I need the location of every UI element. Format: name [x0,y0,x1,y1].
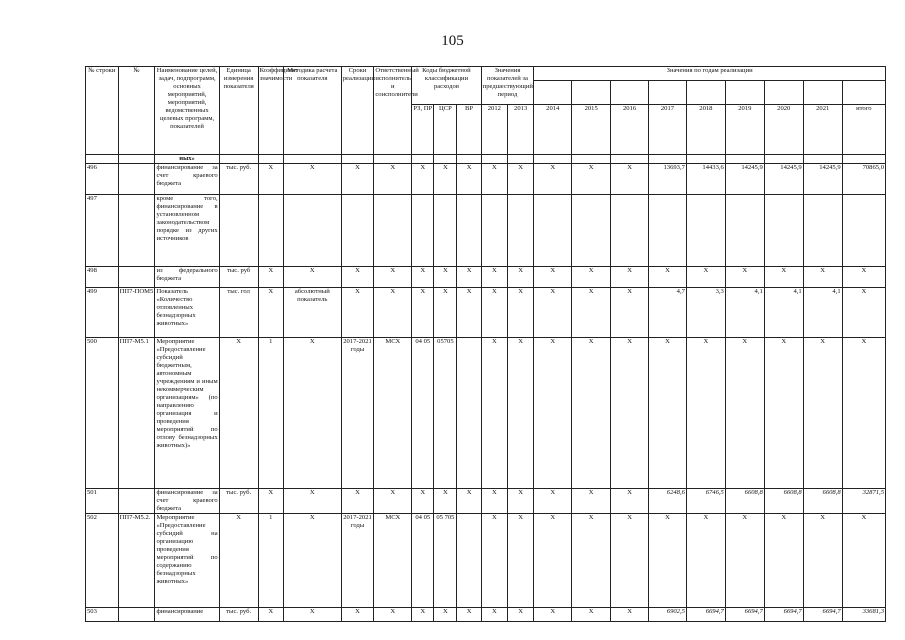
header-row-no: № строки [86,67,119,155]
cell-v2012: X [481,489,507,514]
cell-coef: 1 [258,338,283,489]
cell-csr [434,195,457,267]
cell-terms: X [341,164,374,195]
cell-name: финансирование [155,608,219,622]
cell-v2015: X [572,164,611,195]
cell-v2021 [803,195,842,267]
cell-resp: МСХ [374,338,412,489]
cell-v2019: 14245,9 [725,164,764,195]
header-y2016-top [611,81,649,105]
header-method: Методика расчета показателя [283,67,341,155]
cell-n: 501 [86,489,119,514]
cell-v2014 [534,195,572,267]
cell-method: абсолютный показатель [283,288,341,338]
header-vr: ВР [457,105,481,155]
cell-v2019: X [725,267,764,288]
cell-v2021: 6694,7 [803,608,842,622]
cell-coef: X [258,288,283,338]
header-years-title: Значения по годам реализации [534,67,886,81]
cell-v2017: X [649,267,687,288]
cell-coef: X [258,608,283,622]
cell-v2015: X [572,608,611,622]
cell-v2014: X [534,608,572,622]
cell-v2013: X [507,164,533,195]
cell-name: Мероприятие «Предоставление субсидий на организацию проведения мероприятий по содержанию безнадзорных животных» [155,514,219,608]
cell-method: X [283,514,341,608]
cell-unit: тыс. руб [219,267,258,288]
cell-rz: X [412,164,434,195]
cell-v2018: X [686,338,725,489]
cell-csr: X [434,164,457,195]
header-2014: 2014 [534,105,572,155]
program-indicators-table [85,66,886,622]
cell-v2016 [611,195,649,267]
cell-v2015: X [572,514,611,608]
cell-coef: 1 [258,514,283,608]
cell-code: ПП7-М5.2. [118,514,155,608]
cell-unit: тыс. руб. [219,164,258,195]
header-csr: ЦСР [434,105,457,155]
cell-vr [457,338,481,489]
cell-v2021: 14245,9 [803,164,842,195]
cell-code [118,608,155,622]
cell-vr: X [457,608,481,622]
header-2019: 2019 [725,105,764,155]
cell-resp [374,195,412,267]
cell-rz: X [412,489,434,514]
cell-vr [457,195,481,267]
table-row [86,164,886,195]
cell-terms: X [341,267,374,288]
cell-v2013: X [507,288,533,338]
header-2012: 2012 [481,105,507,155]
cell-v2016: X [611,608,649,622]
header-total-top [842,81,885,105]
header-rz: РЗ, ПР [412,105,434,155]
cell-name: финансирование за счет краевого бюджета [155,164,219,195]
cell-rz: X [412,267,434,288]
cell-n: 499 [86,288,119,338]
cell-method [283,195,341,267]
cell-v2015: X [572,489,611,514]
cell-v2012: X [481,164,507,195]
cell-v2015: X [572,288,611,338]
cell-v2016: X [611,489,649,514]
cell-terms: 2017-2021 годы [341,338,374,489]
cell-n: 496 [86,164,119,195]
cell-rz: 04 05 [412,338,434,489]
cell-v2021: X [803,338,842,489]
cell-coef: X [258,489,283,514]
cell-vr: X [457,164,481,195]
header-unit: Единица измерения показателя [219,67,258,155]
cell-resp: X [374,164,412,195]
cell-coef [258,195,283,267]
cell-csr: X [434,288,457,338]
cell-csr: X [434,267,457,288]
cell-v2021: X [803,267,842,288]
cell-v2018: X [686,514,725,608]
cell-v2019: X [725,338,764,489]
cell-v2018 [686,195,725,267]
header-2021: 2021 [803,105,842,155]
cell-unit: X [219,338,258,489]
cell-v2019: 6608,8 [725,489,764,514]
cell-method: X [283,267,341,288]
cell-v2018: 14433,6 [686,164,725,195]
cell-vr: X [457,288,481,338]
cell-name: Показатель «Количество отловленных безнадзорных животных» [155,288,219,338]
cell-v2018: 6746,5 [686,489,725,514]
cell-v2018: X [686,267,725,288]
cell-name: из федерального бюджета [155,267,219,288]
cell-v2014: X [534,489,572,514]
cell-v2017: 6902,5 [649,608,687,622]
table-row [86,514,886,608]
cell-n: 503 [86,608,119,622]
cell-v2014: X [534,338,572,489]
cell-v2013: X [507,608,533,622]
cell-terms: X [341,489,374,514]
cell-terms [341,195,374,267]
cell-v2015: X [572,267,611,288]
cell-method: X [283,608,341,622]
cell-v2014: X [534,288,572,338]
cell-v2016: X [611,338,649,489]
cell-v2020: X [764,267,803,288]
cell-resp: МСХ [374,514,412,608]
header-coef: Коэффициент значимости [258,67,283,155]
cell-v2016: X [611,514,649,608]
cell-rz: X [412,288,434,338]
cell-v2020: 6694,7 [764,608,803,622]
cell-v2015 [572,195,611,267]
cell-rz: 04 05 [412,514,434,608]
cell-code: ПП7-ПОМ5 [118,288,155,338]
cell-v2019 [725,195,764,267]
table-row [86,608,886,622]
cell-vr [457,514,481,608]
cell-n: 500 [86,338,119,489]
header-2013: 2013 [507,105,533,155]
header-y2014-top [534,81,572,105]
cell-v2012: X [481,514,507,608]
header-terms: Сроки реализации [341,67,374,155]
cell-v2018: 6694,7 [686,608,725,622]
header-y2021-top [803,81,842,105]
cell-v2018: 3,3 [686,288,725,338]
cell-rz: X [412,608,434,622]
header-2017: 2017 [649,105,687,155]
cell-v2021: X [803,514,842,608]
cell-terms: X [341,288,374,338]
cell-v2016: X [611,267,649,288]
cell-total: 70865,0 [842,164,885,195]
cell-unit [219,195,258,267]
cell-n: 502 [86,514,119,608]
header-y2017-top [649,81,687,105]
header-2016: 2016 [611,105,649,155]
cell-method: X [283,338,341,489]
cell-csr: X [434,608,457,622]
cell-v2021: 4,1 [803,288,842,338]
table-row [86,288,886,338]
cell-v2014: X [534,267,572,288]
header-resp: Ответственный исполнитель и соисполнители [374,67,412,155]
cell-coef: X [258,164,283,195]
cell-unit: тыс. гол [219,288,258,338]
cell-csr: 05705 [434,338,457,489]
page-number: 105 [441,33,464,49]
cell-v2017: X [649,514,687,608]
cell-resp: X [374,288,412,338]
header-codes: Коды бюджетной классификации расходов [412,67,481,105]
cell-code [118,489,155,514]
table-row [86,195,886,267]
cell-code: ПП7-М5.1 [118,338,155,489]
cell-v2014: X [534,514,572,608]
cell-code [118,267,155,288]
cut-text: ных» [155,155,219,164]
header-total: итого [842,105,885,155]
cell-code [118,195,155,267]
cell-v2012: X [481,608,507,622]
cell-unit: X [219,514,258,608]
header-y2019-top [725,81,764,105]
cell-resp: X [374,267,412,288]
cell-unit: тыс. руб. [219,489,258,514]
table-row [86,338,886,489]
cell-total [842,195,885,267]
cell-v2013: X [507,267,533,288]
cell-csr: X [434,489,457,514]
header-2020: 2020 [764,105,803,155]
table-row [86,489,886,514]
cell-v2021: 6608,8 [803,489,842,514]
cell-name: финансирование за счет краевого бюджета [156,489,218,512]
cell-total: 32871,5 [842,489,885,514]
header-prev: Значения показателей за предшествующий период [481,67,534,105]
cell-v2017: X [649,338,687,489]
cell-csr: 05 705 [434,514,457,608]
cell-v2016: X [611,288,649,338]
cell-v2017: 4,7 [649,288,687,338]
cell-unit: тыс. руб. [219,608,258,622]
cell-v2017: 13693,7 [649,164,687,195]
cell-method: X [283,164,341,195]
cell-v2020 [764,195,803,267]
cell-name: Мероприятие «Предоставление субсидий бюджетным, автономным учреждениям и иным некоммерческим организациям» (по направлению организация и проведения мероприятий по отлову безнадзорных животных)» [155,338,219,489]
cell-n: 497 [86,195,119,267]
cell-v2013: X [507,514,533,608]
cell-v2020: 4,1 [764,288,803,338]
cell-v2020: 14245,9 [764,164,803,195]
cell-v2012 [481,195,507,267]
cell-v2017 [649,195,687,267]
cell-v2012: X [481,288,507,338]
cell-coef: X [258,267,283,288]
header-y2015-top [572,81,611,105]
header-2015: 2015 [572,105,611,155]
cell-total: 33681,3 [842,608,885,622]
cell-total: X [842,288,885,338]
cell-v2019: 4,1 [725,288,764,338]
cell-v2012: X [481,267,507,288]
header-name: Наименование целей, задач, подпрограмм, основных мероприятий, мероприятий, ведомственных целевых программ, показателей [155,67,219,155]
cell-v2012: X [481,338,507,489]
cell-v2020: X [764,514,803,608]
cell-v2016: X [611,164,649,195]
cell-method: X [283,489,341,514]
cell-v2019: X [725,514,764,608]
cell-total: X [842,338,885,489]
cell-v2020: X [764,338,803,489]
cell-code [118,164,155,195]
cell-v2017: 6248,6 [649,489,687,514]
cell-resp: X [374,489,412,514]
cell-v2013: X [507,489,533,514]
header-2018: 2018 [686,105,725,155]
cell-resp: X [374,608,412,622]
cell-total: X [842,514,885,608]
cell-vr: X [457,489,481,514]
cell-total: X [842,267,885,288]
header-y2018-top [686,81,725,105]
cell-v2019: 6694,7 [725,608,764,622]
cell-v2020: 6608,8 [764,489,803,514]
cell-rz [412,195,434,267]
cell-terms: 2017-2021 годы [341,514,374,608]
cell-v2014: X [534,164,572,195]
header-y2020-top [764,81,803,105]
cell-v2015: X [572,338,611,489]
cell-vr: X [457,267,481,288]
cell-v2013: X [507,338,533,489]
cell-n: 498 [86,267,119,288]
table-row [86,267,886,288]
cell-v2013 [507,195,533,267]
header-no: № [118,67,155,155]
cell-terms: X [341,608,374,622]
cell-name: кроме того, финансирование в установленном законодательством порядке из других источников [155,195,219,267]
